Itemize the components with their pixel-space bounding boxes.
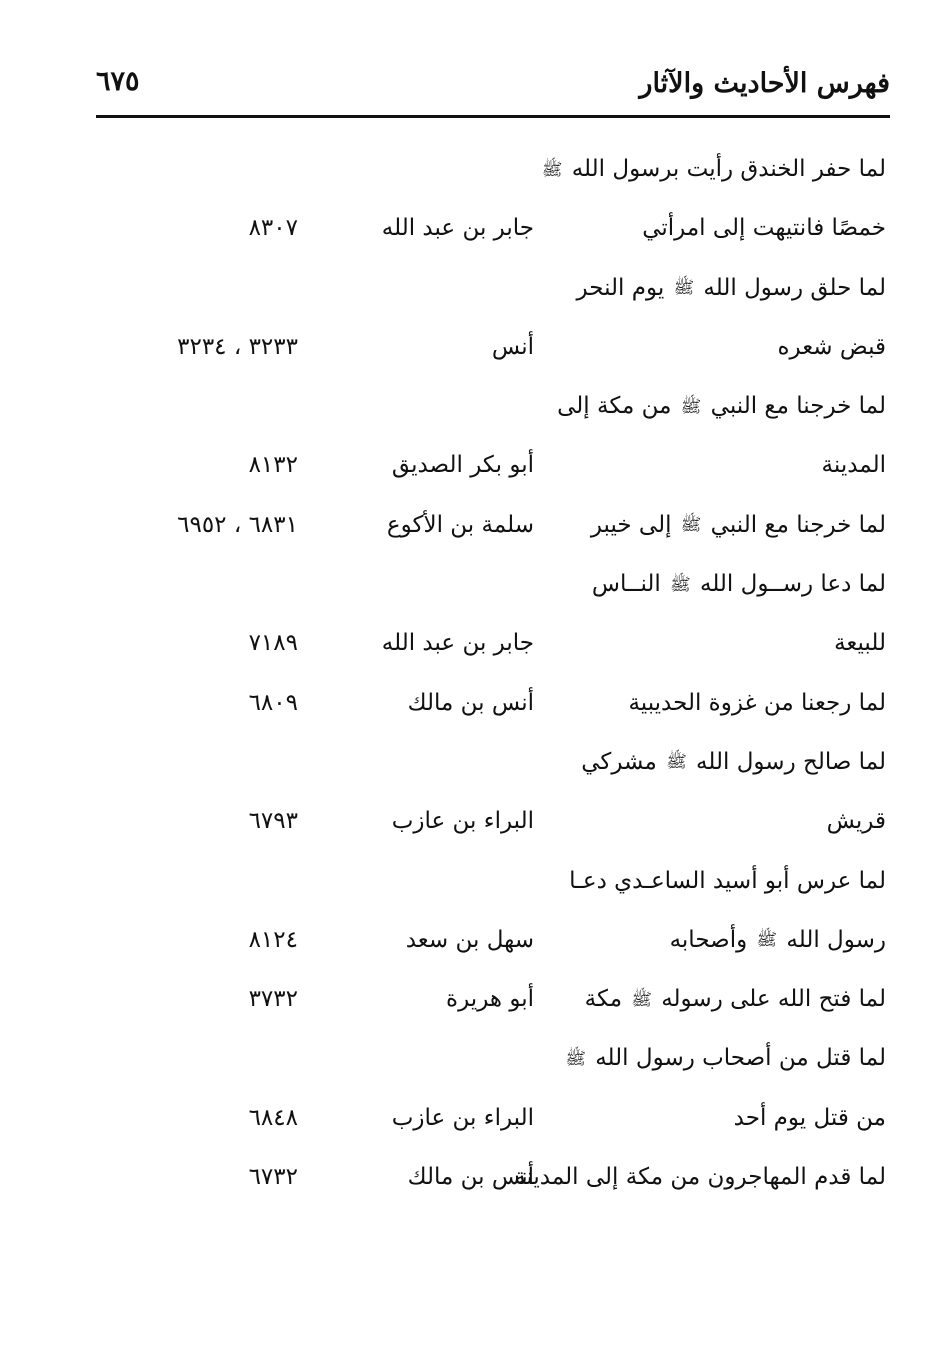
narrator-name: سلمة بن الأكوع [386,511,534,538]
page-title: فهرس الأحاديث والآثار [639,68,890,99]
index-entry [0,733,930,792]
narrator-name: أبو هريرة [446,986,534,1013]
hadith-index-list [0,140,930,1207]
narrator-name: أنس بن مالك [407,689,534,716]
index-entry [0,318,930,377]
index-entry [0,1029,930,1088]
salla-honorific: ﷺ [756,930,778,951]
index-entry [0,1089,930,1148]
narrator-name: أنس [491,333,534,360]
salla-honorific: ﷺ [666,752,687,773]
narrator-name: أنس بن مالك [407,1164,534,1191]
hadith-text: لما فتح الله على رسوله ﷺ مكة [584,986,886,1013]
salla-honorific: ﷺ [680,515,702,536]
index-entry [0,199,930,258]
index-entry [0,970,930,1029]
hadith-text: لما عرس أبو أسيد الساعـدي دعـا [569,867,886,894]
salla-honorific: ﷺ [670,574,691,595]
hadith-text: لما رجعنا من غزوة الحديبية [628,689,886,716]
narrator-name: البراء بن عازب [391,1104,534,1131]
index-entry [0,792,930,851]
index-entry [0,436,930,495]
hadith-number: ٦٨٠٩ [248,689,298,716]
hadith-text: لما دعا رســول الله ﷺ النــاس [591,571,886,598]
hadith-number: ٦٧٣٢ [248,1164,298,1191]
page-number: ٦٧٥ [96,66,140,97]
hadith-text: لما خرجنا مع النبي ﷺ إلى خيبر [590,511,886,538]
index-entry [0,555,930,614]
index-entry [0,377,930,436]
narrator-name: سهل بن سعد [405,926,534,953]
hadith-number: ٧١٨٩ [248,630,298,657]
index-entry [0,1148,930,1207]
hadith-text: رسول الله ﷺ وأصحابه [669,926,886,953]
index-entry [0,259,930,318]
salla-honorific: ﷺ [565,1048,586,1069]
hadith-text: لما حفر الخندق رأيت برسول الله ﷺ [541,156,886,182]
hadith-text: من قتل يوم أحد [733,1104,886,1131]
hadith-text: المدينة [821,452,886,479]
hadith-number: ٨٣٠٧ [248,215,298,242]
index-entry [0,614,930,673]
index-entry [0,911,930,970]
hadith-text: قريش [826,808,886,835]
hadith-number: ٨١٢٤ [248,926,298,953]
hadith-number: ٦٨٤٨ [248,1104,298,1131]
header-divider [96,115,890,118]
salla-honorific: ﷺ [680,396,702,417]
hadith-text: لما صالح رسول الله ﷺ مشركي [581,748,886,775]
narrator-name: جابر بن عبد الله [381,215,534,242]
hadith-number: ٦٨٣١ ، ٦٩٥٢ [177,511,298,538]
hadith-text: للبيعة [834,630,886,657]
narrator-name: أبو بكر الصديق [391,452,534,479]
index-entry [0,852,930,911]
narrator-name: البراء بن عازب [391,808,534,835]
hadith-text: لما حلق رسول الله ﷺ يوم النحر [576,274,886,301]
hadith-number: ٣٢٣٣ ، ٣٢٣٤ [177,333,298,360]
hadith-text: لما خرجنا مع النبي ﷺ من مكة إلى [557,393,886,420]
hadith-text: لما قتل من أصحاب رسول الله ﷺ [565,1045,886,1072]
index-entry [0,496,930,555]
narrator-name: جابر بن عبد الله [381,630,534,657]
salla-honorific: ﷺ [631,989,652,1010]
hadith-number: ٣٧٣٢ [248,986,298,1013]
hadith-number: ٦٧٩٣ [248,808,298,835]
index-entry [0,674,930,733]
index-entry [0,140,930,199]
hadith-text: لما قدم المهاجرون من مكة إلى المدينة [514,1164,886,1191]
hadith-text: خمصًا فانتيهت إلى امرأتي [642,215,886,242]
hadith-number: ٨١٣٢ [248,452,298,479]
page-header [96,60,890,112]
hadith-text: قبض شعره [777,333,886,360]
salla-honorific: ﷺ [673,278,695,299]
salla-honorific: ﷺ [541,159,563,180]
